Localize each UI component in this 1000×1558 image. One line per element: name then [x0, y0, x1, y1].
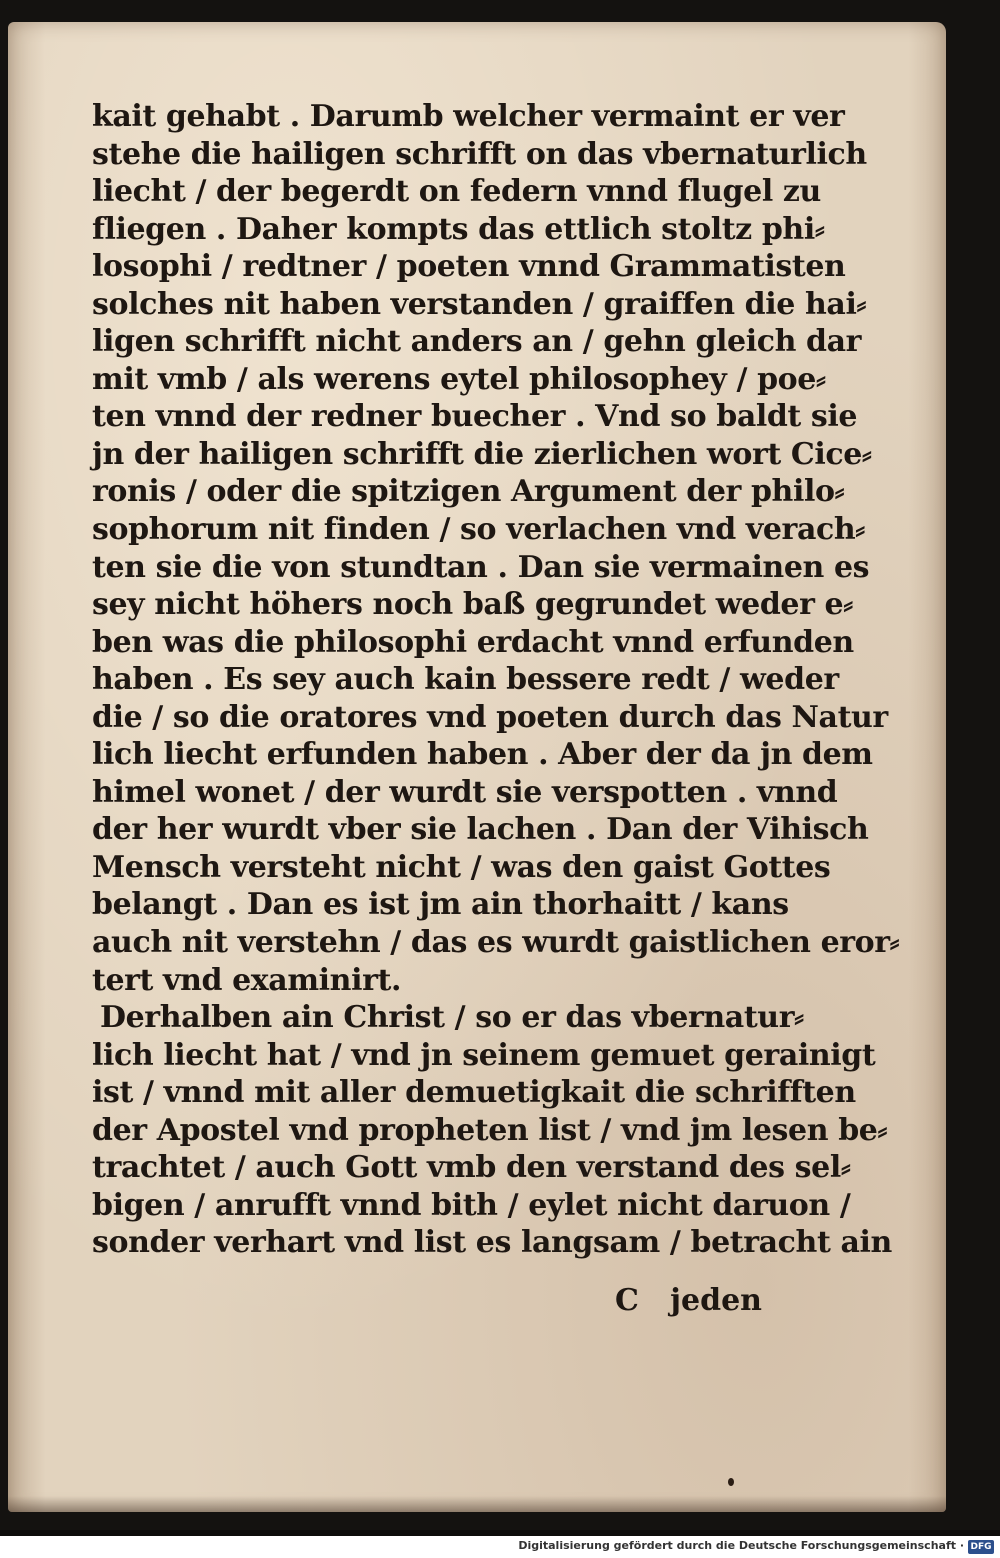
text-line: Mensch versteht nicht / was den gaist Gottes: [92, 849, 831, 885]
text-line: sonder verhart vnd list es langsam / betracht ain: [92, 1225, 892, 1261]
text-line: haben . Es sey auch kain bessere redt / weder: [92, 662, 839, 698]
text-line: jn der hailigen schrifft die zierlichen wort Cice⸗: [92, 436, 872, 472]
catchword: jeden: [670, 1283, 762, 1318]
text-line: stehe die hailigen schrifft on das vbernaturlich: [92, 136, 867, 172]
ink-spot: [728, 1478, 734, 1486]
text-line: liecht / der begerdt on federn vnnd flugel zu: [92, 174, 821, 210]
text-line: kait gehabt . Darumb welcher vermaint er ver: [92, 99, 845, 134]
text-line: der her wurdt vber sie lachen . Dan der Vihisch: [92, 812, 869, 848]
signature-mark: C: [615, 1283, 639, 1318]
text-line: lich liecht hat / vnd jn seinem gemuet gerainigt: [92, 1037, 876, 1073]
text-line: die / so die oratores vnd poeten durch das Natur: [92, 699, 888, 735]
text-line: sophorum nit finden / so verlachen vnd verach⸗: [92, 512, 865, 548]
text-line: fliegen . Daher kompts das ettlich stoltz phi⸗: [92, 211, 825, 247]
text-line: ben was die philosophi erdacht vnnd erfunden: [92, 624, 854, 660]
text-line: losophi / redtner / poeten vnnd Grammatisten: [92, 249, 846, 285]
text-line: ronis / oder die spitzigen Argument der philo⸗: [92, 474, 845, 510]
text-line: bigen / anrufft vnnd bith / eylet nicht daruon /: [92, 1187, 851, 1223]
text-line: tert vnd examinirt.: [92, 962, 401, 998]
text-line: himel wonet / der wurdt sie verspotten . vnnd: [92, 774, 838, 810]
text-line: auch nit verstehn / das es wurdt gaistlichen eror⸗: [92, 925, 900, 961]
text-line: ten vnnd der redner buecher . Vnd so baldt sie: [92, 399, 858, 435]
text-line: sey nicht höhers noch baß gegrundet weder e⸗: [92, 587, 853, 623]
page-footer-marks: [92, 1282, 762, 1320]
text-line: belangt . Dan es ist jm ain thorhaitt / kans: [92, 887, 789, 923]
text-line: mit vmb / als werens eytel philosophey / poe⸗: [92, 361, 826, 397]
page-text: [92, 98, 900, 1262]
digitization-footer: [0, 1536, 1000, 1558]
text-line: ligen schrifft nicht anders an / gehn gleich dar: [92, 324, 862, 360]
text-line: ten sie die von stundtan . Dan sie vermainen es: [92, 549, 870, 585]
text-line: ist / vnnd mit aller demuetigkait die schrifften: [92, 1075, 856, 1111]
text-line: solches nit haben verstanden / graiffen die hai⸗: [92, 286, 867, 322]
dfg-logo-icon: DFG: [968, 1540, 994, 1554]
page-bottom-edge: [8, 1496, 946, 1512]
funding-notice: Digitalisierung gefördert durch die Deutsche Forschungsgemeinschaft ·: [518, 1539, 964, 1552]
text-line: trachtet / auch Gott vmb den verstand des sel⸗: [92, 1150, 851, 1186]
text-line: der Apostel vnd propheten list / vnd jm lesen be⸗: [92, 1112, 888, 1148]
text-line: lich liecht erfunden haben . Aber der da jn dem: [92, 737, 873, 773]
text-line: Derhalben ain Christ / so er das vbernatur⸗: [100, 1000, 804, 1036]
